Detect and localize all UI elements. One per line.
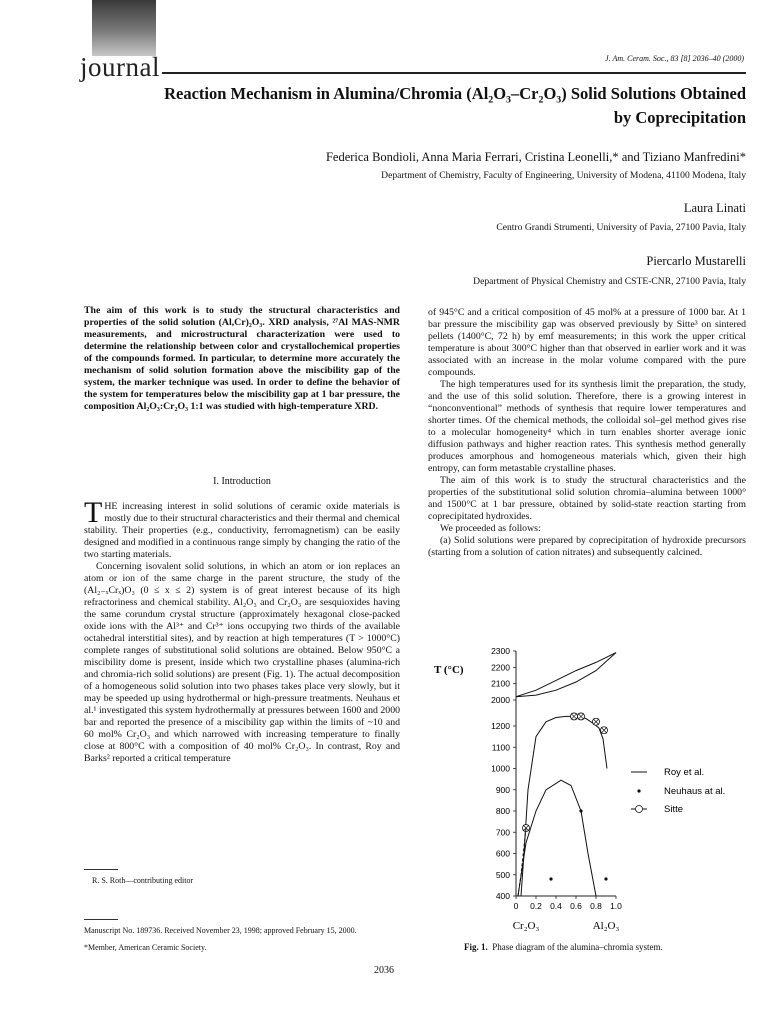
paper-title: Reaction Mechanism in Alumina/Chromia (Al₂O₃–Cr₂O₃) Solid Solutions Obtained by Coprecipitation [164, 84, 746, 127]
y-tick-label: 2300 [491, 646, 510, 656]
affiliation-2: Centro Grandi Strumenti, University of Pavia, 27100 Pavia, Italy [496, 222, 746, 233]
neuhaus-data-point [549, 877, 552, 880]
y-tick-label: 2200 [491, 662, 510, 673]
footnote-editor: R. S. Roth—contributing editor [92, 876, 194, 885]
introduction-text [84, 496, 400, 765]
legend-point-neuhaus [637, 789, 640, 792]
y-tick-label: 1200 [491, 721, 510, 731]
footnote-manuscript: Manuscript No. 189736. Received November 23, 1998; approved February 15, 2000. [84, 926, 357, 935]
chart-legend [631, 767, 725, 815]
chart-axes [513, 651, 616, 899]
y-tick-label: 2100 [491, 678, 510, 689]
x-axis-label-right: Al₂O₃ [592, 920, 620, 932]
y-axis-label: T (°C) [434, 664, 464, 676]
author-names-2: Laura Linati [683, 201, 746, 215]
liquidus-curve [516, 653, 616, 697]
journal-logo-text: journal [80, 52, 160, 82]
journal-logo-block [92, 0, 156, 56]
x-axis-label-left: Cr₂O₃ [512, 920, 540, 932]
y-tick-label: 900 [495, 784, 510, 795]
neuhaus-data-point [604, 877, 607, 880]
footnote-rule [84, 869, 118, 870]
footnote-member: *Member, American Ceramic Society. [84, 943, 207, 952]
y-tick-label: 500 [495, 869, 510, 880]
y-tick-label: 400 [495, 891, 510, 901]
roy-et-al-curve [518, 780, 596, 896]
right-column-text [428, 307, 746, 559]
affiliation-3: Department of Physical Chemistry and CSTE-CNR, 27100 Pavia, Italy [473, 276, 746, 287]
page-number: 2036 [374, 965, 394, 976]
right-paragraph-2: The high temperatures used for its synthesis limit the preparation, the study, and the use of this solid solution. Therefore, there is a growing interest in “nonconventional” methods of synthesis that require lower temperatures and shorter times. Of the chemical methods, the colloidal sol–gel method gives rise to a molecular homogeneity⁴ which in turn enables shorter average ionic diffusion pathways and higher reaction rates. This synthesis method generally produces amorphous and homogeneous materials which, given their high entropy, can form metastable crystalline phases. [428, 379, 746, 474]
x-tick-label: 1.0 [610, 901, 622, 911]
section-heading-introduction: I. Introduction [213, 476, 271, 487]
right-paragraph-1: of 945°C and a critical composition of 45 mol% at a pressure of 1000 bar. At 1 bar pressure the miscibility gap was observed previously by Sitte³ on sintered pellets (1400°C, 72 h) by emf measurements; in this work the upper critical temperature is about 300°C higher than that observed in earlier work and it was associated with an increase in the molar volume compared with the pure compounds. [428, 307, 746, 378]
y-tick-label: 1000 [491, 763, 510, 774]
solidus-curve [516, 653, 616, 697]
figure-caption-text: Phase diagram of the alumina–chromia system. [492, 942, 663, 952]
legend-label: Neuhaus at al. [664, 786, 726, 797]
figure-caption [464, 942, 663, 952]
figure-caption-label: Fig. 1. [464, 942, 488, 952]
y-tick-label: 600 [495, 848, 510, 859]
y-tick-label: 2000 [491, 695, 510, 705]
legend-label: Sitte [664, 804, 684, 815]
x-tick-label: 0.2 [530, 901, 542, 911]
phase-diagram-figure [428, 645, 746, 955]
y-tick-label: 1100 [491, 742, 510, 753]
affiliation-1: Department of Chemistry, Faculty of Engineering, University of Modena, 41100 Modena, Italy [381, 170, 746, 181]
intro-paragraph-2: Concerning isovalent solid solutions, in which an atom or ion replaces an atom or ion of the same charge in the parent structure, the study of the (Al₂₋ₓCrₓ)O₃ (0 ≤ x ≤ 2) system is of great interest because of its high refractoriness and chemical stability. Al₂O₃ and Cr₂O₃ are sesquioxides having the same corundum crystal structure (approximately hexagonal close-packed oxide ions with the Al³⁺ and Cr³⁺ ions occupying two thirds of the available octahedral interstitial sites), and by reaction at high temperatures (T > 1000°C) complete ranges of substitutional solid solutions are obtained. Below 950°C a miscibility dome is present, inside which two crystalline phases (alumina-rich and chromia-rich solid solutions) are present (Fig. 1). The actual decomposition of a homogeneous solid solution into two phases takes place very slowly, but it may be speeded up using hydrothermal or high-pressure treatments. Neuhaus et al.¹ investigated this system hydrothermally at pressures between 1600 and 2000 bar and reported the presence of a miscibility gap within the limits of ~10 and 60 mol% Cr₂O₃ and which narrowed with increasing temperature to finally close at 800°C with a composition of 40 mol% Cr₂O₃. In contrast, Roy and Barks² reported a critical temperature [84, 561, 400, 764]
neuhaus-data-point [579, 809, 582, 812]
footnote-rule-2 [84, 919, 118, 920]
x-tick-label: 0 [513, 901, 519, 911]
x-tick-label: 0.6 [570, 901, 582, 911]
x-tick-label: 0.4 [550, 901, 562, 911]
intro-paragraph-1 [84, 496, 400, 561]
legend-marker-sitte [636, 806, 643, 813]
citation: J. Am. Ceram. Soc., 83 [8] 2036–40 (2000) [605, 54, 744, 63]
chart-series [516, 653, 616, 896]
legend-label: Roy et al. [664, 767, 705, 778]
x-tick-label: 0.8 [590, 901, 602, 911]
abstract: The aim of this work is to study the structural characteristics and properties of the solid solution (Al,Cr)₂O₃. XRD analysis, ²⁷Al MAS-NMR measurements, and microstructural characterization were used to determine the relationship between color and crystallochemical properties of the compounds formed. In particular, to determine more accurately the mechanism of solid solution formation above the miscibility gap of the system, the marker technique was used. In order to define the behavior of the system for temperatures below the miscibility gap at 1 bar pressure, the composition Al₂O₃:Cr₂O₃ 1:1 was studied with high-temperature XRD. [84, 305, 400, 412]
intro-paragraph-1-text: HE increasing interest in solid solutions of ceramic oxide materials is mostly due to their structural characteristics and their thermal and chemical stability. Their properties (e.g., conductivity, ferromagnetism) can be easily designed and modified in a continuous range simply by changing the ratio of the two starting materials. [84, 501, 400, 560]
drop-cap: T [84, 496, 103, 529]
header-rule [162, 72, 746, 74]
right-paragraph-4: We proceeded as follows: [440, 523, 541, 534]
right-paragraph-5: (a) Solid solutions were prepared by coprecipitation of hydroxide precursors (starting from a solution of cation nitrates) and subsequently calcined. [428, 535, 746, 558]
y-tick-label: 800 [495, 806, 510, 816]
author-names-3: Piercarlo Mustarelli [646, 254, 746, 268]
author-names-1: Federica Bondioli, Anna Maria Ferrari, Cristina Leonelli,* and Tiziano Manfredini* [325, 150, 746, 164]
y-tick-label: 700 [495, 827, 510, 838]
sitte-curve [521, 716, 607, 896]
right-paragraph-3: The aim of this work is to study the structural characteristics and the properties of the substitutional solid solution chromia–alumina between 1000° and 1500°C at 1 bar pressure, obtained by solid-state reaction starting from coprecipitated hydroxides. [428, 475, 746, 522]
